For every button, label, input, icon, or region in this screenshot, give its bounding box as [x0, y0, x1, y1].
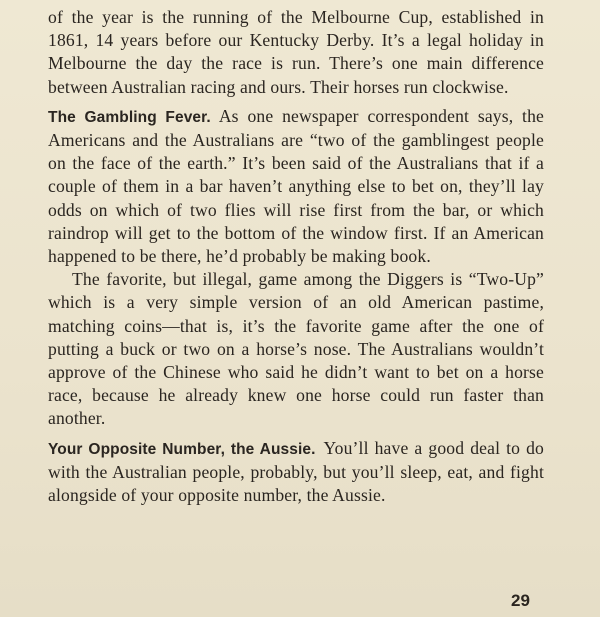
paragraph-opposite-number [48, 437, 544, 508]
body-text [48, 6, 544, 507]
section-heading-opposite-number: Your Opposite Number, the Aussie. [48, 440, 316, 458]
paragraph-two-up: The favorite, but illegal, game among the Diggers is “Two-Up” which is a very simple version of an old American pastime, matching coins—that is, it’s the favorite game after the one of putting a buck or two on a horse’s nose. The Australians wouldn’t approve of the Chinese who said he didn’t want to bet on a horse race, because he already knew one horse could run faster than another. [48, 269, 544, 429]
page-number: 29 [511, 591, 530, 610]
paragraph-melbourne-cup: of the year is the running of the Melbourne Cup, established in 1861, 14 years before our Kentucky Derby. It’s a legal holiday in Melbourne the day the race is run. There’s one main difference between Australian racing and ours. Their horses run clockwise. [48, 7, 544, 97]
section-heading-gambling-fever: The Gambling Fever. [48, 108, 211, 126]
paragraph-opposite-number-body: You’ll have a good deal to do with the Australian people, probably, but you’ll sleep, eat, and fight alongside of your opposite number, the Aussie. [48, 437, 544, 506]
paragraph-gambling-fever [48, 105, 544, 268]
paragraph-gambling-fever-body: As one newspaper correspondent says, the Americans and the Australians are “two of the gamblingest people on the face of the earth.” It’s been said of the Australians that if a couple of them in a bar haven’t anything else to bet on, they’ll lay odds on which of two flies will rise first from the bar, or which raindrop will get to the bottom of the window first. If an American happened to be there, he’d probably be making book. [48, 105, 545, 267]
